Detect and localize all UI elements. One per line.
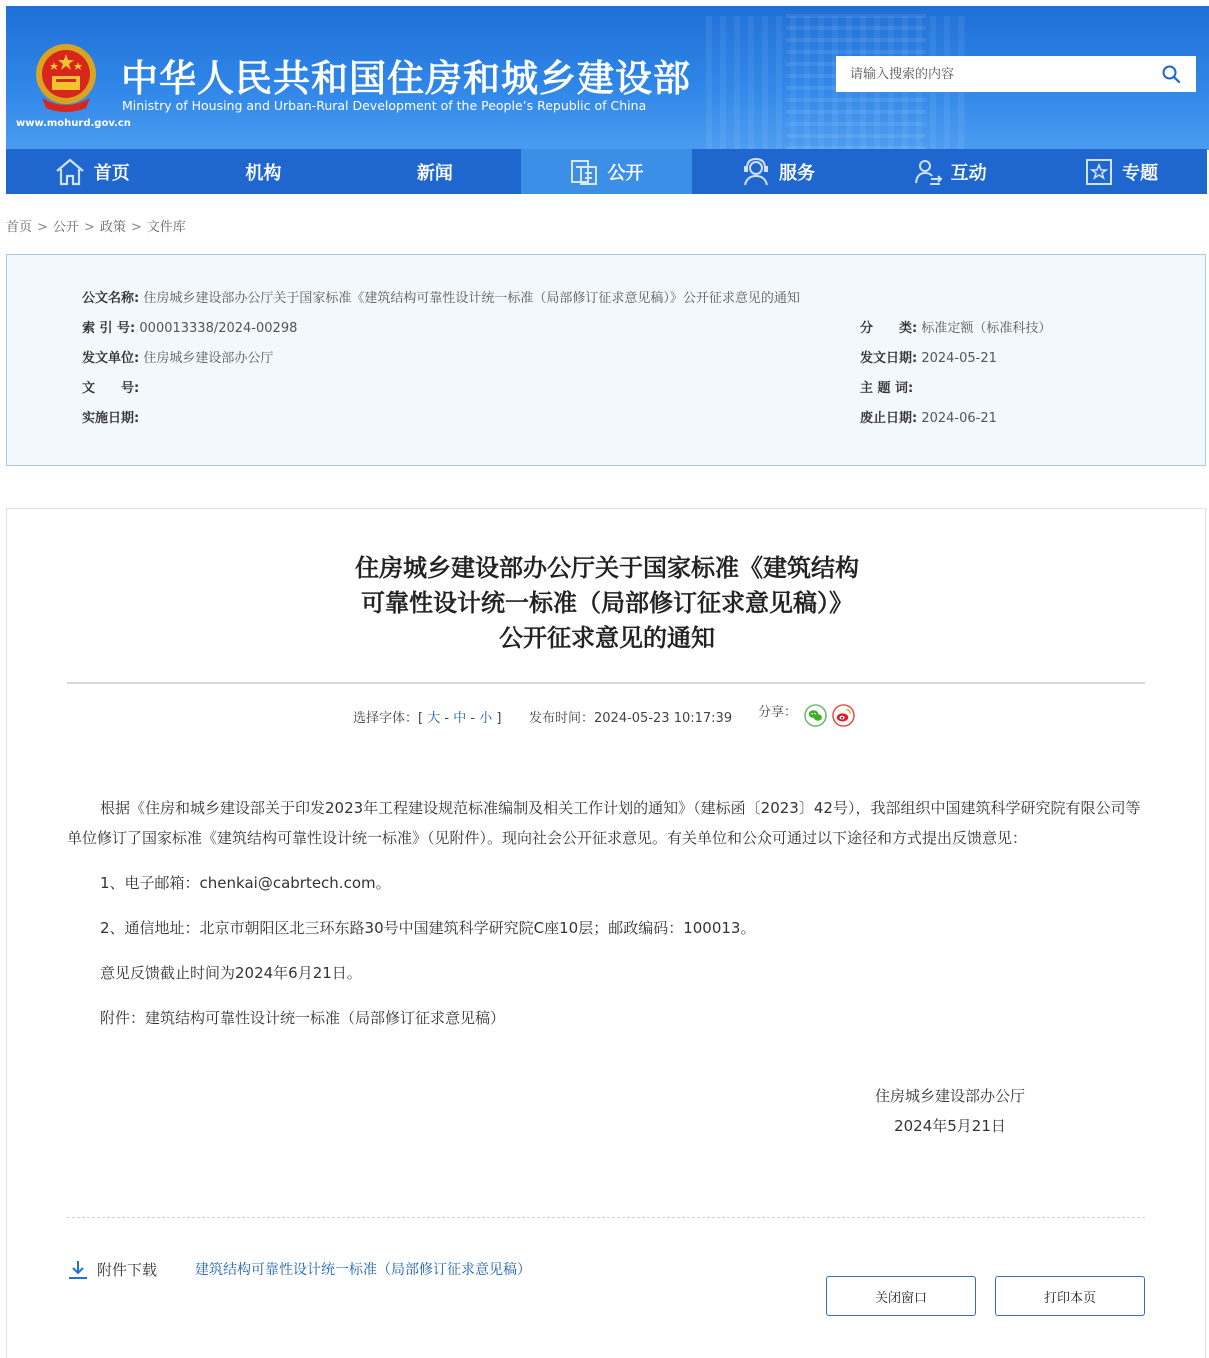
close-window-button[interactable]: 关闭窗口 (826, 1276, 976, 1316)
font-large-link[interactable]: 大 (427, 711, 441, 726)
meta-issue-date-label: 发文日期: (860, 351, 918, 366)
wechat-icon[interactable] (804, 704, 827, 727)
breadcrumb-public[interactable]: 公开 (52, 220, 79, 235)
meta-doc-name-label: 公文名称: (82, 291, 140, 306)
meta-doc-no (82, 377, 139, 396)
font-small-link[interactable]: 小 (479, 711, 493, 726)
nav-item-interact-label: 互动 (950, 162, 987, 184)
breadcrumb-separator: > (37, 220, 48, 235)
search-icon (1161, 64, 1181, 84)
topic-icon (1084, 157, 1114, 187)
article-attachment-note: 附件：建筑结构可靠性设计统一标准（局部修订征求意见稿） (100, 1009, 506, 1027)
publish-time-value: 2024-05-23 10:17:39 (594, 711, 733, 726)
print-page-button[interactable]: 打印本页 (995, 1276, 1145, 1316)
article-signature (869, 1081, 1031, 1141)
service-icon (741, 157, 771, 187)
document-meta-box (6, 254, 1206, 466)
meta-index-label: 索 引 号: (82, 321, 136, 336)
article-email-line: 1、电子邮箱：chenkai@cabrtech.com。 (100, 874, 391, 892)
meta-repeal-value: 2024-06-21 (921, 411, 997, 426)
meta-issue-date (860, 347, 997, 366)
nav-item-news[interactable] (349, 149, 521, 194)
download-icon (67, 1259, 89, 1281)
font-size-selector: 选择字体：[ 大 - 中 - 小 ] (353, 711, 502, 726)
meta-keywords-label: 主 题 词: (860, 381, 914, 396)
nav-item-interact[interactable] (864, 149, 1036, 194)
site-header (6, 6, 1209, 150)
nav-item-topic-label: 专题 (1122, 162, 1159, 184)
meta-issue-date-value: 2024-05-21 (921, 351, 997, 366)
site-url: www.mohurd.gov.cn (16, 118, 131, 129)
article-body (67, 793, 1147, 1033)
nav-item-topic[interactable] (1035, 149, 1207, 194)
font-medium-link[interactable]: 中 (453, 711, 467, 726)
breadcrumb-separator: > (130, 220, 142, 235)
meta-index (82, 317, 297, 336)
search-button[interactable] (1146, 56, 1196, 92)
meta-index-value: 000013338/2024-00298 (139, 321, 298, 336)
article-paragraph: 根据《住房和城乡建设部关于印发2023年工程建设规范标准编制及相关工作计划的通知》（建标函〔2023〕42号），我部组织中国建筑科学研究院有限公司等单位修订了国家标准《建筑结构可靠性设计统一标准》（见附件）。现向社会公开征求意见。有关单位和公众可通过以下途径和方式提出反馈意见： (67, 799, 1141, 847)
meta-repeal-label: 废止日期: (860, 411, 918, 426)
meta-category (860, 317, 1051, 336)
meta-doc-no-label: 文 号: (82, 381, 140, 396)
meta-category-label: 分 类: (860, 321, 918, 336)
nav-item-home[interactable] (6, 149, 178, 194)
breadcrumb-library[interactable]: 文件库 (146, 220, 186, 235)
interact-icon (913, 157, 943, 187)
attachment-divider (67, 1217, 1145, 1218)
attachment-download-label: 附件下载 (97, 1261, 158, 1279)
article-deadline-line: 意见反馈截止时间为2024年6月21日。 (100, 964, 362, 982)
bracket-close: ] (496, 711, 502, 726)
meta-issuer (82, 347, 273, 366)
site-title-en: Ministry of Housing and Urban-Rural Development of the People’s Republic of China (122, 98, 647, 113)
meta-keywords (860, 377, 913, 396)
meta-issuer-label: 发文单位: (82, 351, 140, 366)
attachment-row (67, 1257, 1147, 1287)
breadcrumb-policy[interactable]: 政策 (99, 220, 126, 235)
meta-effective-label: 实施日期: (82, 411, 140, 426)
breadcrumb-home[interactable]: 首页 (6, 220, 33, 235)
search-box (836, 56, 1196, 92)
article-title-line: 住房城乡建设部办公厅关于国家标准《建筑结构 (355, 554, 859, 582)
nav-item-public-label: 公开 (607, 162, 644, 184)
article-title-line: 公开征求意见的通知 (499, 624, 715, 652)
breadcrumb (6, 216, 186, 235)
signature-org: 住房城乡建设部办公厅 (874, 1087, 1025, 1105)
article-info-bar (7, 705, 1207, 729)
meta-repeal (860, 407, 997, 426)
document-icon (569, 158, 599, 186)
breadcrumb-separator: > (83, 220, 95, 235)
meta-effective (82, 407, 139, 426)
meta-doc-name (82, 287, 800, 306)
nav-item-service-label: 服务 (779, 162, 816, 184)
publish-time (529, 707, 732, 726)
attachment-file-link[interactable]: 建筑结构可靠性设计统一标准（局部修订征求意见稿） (195, 1262, 531, 1278)
article-title (7, 551, 1207, 656)
site-title-cn: 中华人民共和国住房和城乡建设部 (121, 57, 691, 100)
share-label: 分享： (758, 705, 798, 720)
title-divider (67, 682, 1145, 684)
home-icon (54, 157, 86, 187)
article-container (6, 508, 1206, 1358)
main-nav (6, 149, 1207, 194)
nav-item-news-label: 新闻 (416, 162, 453, 184)
nav-item-public[interactable] (521, 149, 693, 194)
weibo-icon[interactable] (832, 704, 855, 727)
font-select-label: 选择字体： (353, 711, 419, 726)
bracket-open: [ (418, 711, 424, 726)
meta-doc-name-value: 住房城乡建设部办公厅关于国家标准《建筑结构可靠性设计统一标准（局部修订征求意见稿）》公开征求意见的通知 (143, 291, 800, 306)
meta-issuer-value: 住房城乡建设部办公厅 (143, 351, 274, 366)
article-title-line: 可靠性设计统一标准（局部修订征求意见稿）》 (361, 589, 853, 617)
nav-item-service[interactable] (692, 149, 864, 194)
search-input[interactable] (836, 56, 1146, 92)
article-address-line: 2、通信地址：北京市朝阳区北三环东路30号中国建筑科学研究院C座10层；邮政编码：100013。 (100, 919, 756, 937)
publish-label: 发布时间： (529, 711, 595, 726)
national-emblem-icon (32, 42, 100, 114)
signature-date: 2024年5月21日 (894, 1117, 1006, 1135)
nav-item-organization[interactable] (178, 149, 350, 194)
nav-item-organization-label: 机构 (245, 162, 282, 184)
meta-category-value: 标准定额（标准科技） (921, 321, 1052, 336)
nav-item-home-label: 首页 (93, 162, 130, 184)
